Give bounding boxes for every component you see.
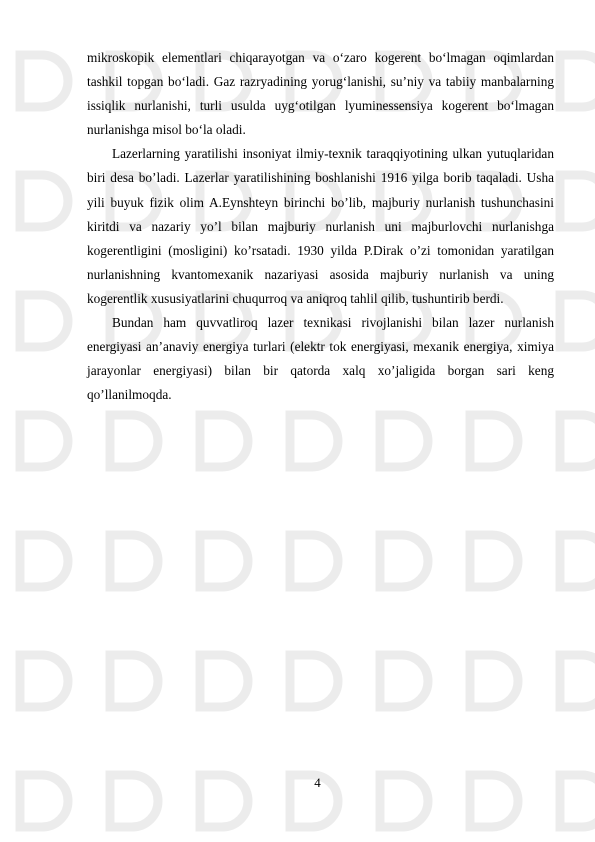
watermark-glyph (200, 415, 248, 467)
watermark-glyph (290, 415, 338, 467)
watermark-glyph (560, 535, 595, 587)
watermark-glyph (20, 175, 68, 227)
paragraph-1: mikroskopik elementlari chiqarayotgan va o‘zaro kogerent bo‘lmagan oqimlardan tashkil topgan bo‘ladi. Gaz razryadining yorug‘lanishi, su’niy va tabiiy manbalarning issiqlik nurlanishi, turli usulda uyg‘otilgan lyuminessensiya kogerent bo‘lmagan nurlanishga misol bo‘la oladi. (87, 50, 554, 138)
watermark-glyph (470, 415, 518, 467)
watermark-glyph (110, 415, 158, 467)
watermark-glyph (560, 655, 595, 707)
watermark-glyph (20, 415, 68, 467)
watermark-glyph (560, 55, 595, 107)
watermark-glyph (380, 655, 428, 707)
document-body (87, 46, 554, 407)
watermark-glyph (290, 535, 338, 587)
page-number: 4 (314, 775, 321, 790)
watermark-glyph (560, 175, 595, 227)
watermark-glyph (110, 535, 158, 587)
watermark-glyph (20, 295, 68, 347)
watermark-glyph (380, 415, 428, 467)
watermark-glyph (200, 535, 248, 587)
watermark-glyph (380, 535, 428, 587)
watermark-glyph (290, 655, 338, 707)
watermark-glyph (200, 655, 248, 707)
watermark-glyph (470, 535, 518, 587)
paragraph-2: Lazerlarning yaratilishi insoniyat ilmiy-texnik taraqqiyotining ulkan yutuqlaridan biri desa bo’ladi. Lazerlar yaratilishining boshlanishi 1916 yilga borib taqaladi. Usha yili buyuk fizik olim A.Eynshteyn birinchi bo’lib, majburiy nurlanish tushunchasini kiritdi va nazariy yo’l bilan majburiy nurlanish uni majburlovchi nurlanishga kogerentligini (mosligini) ko’rsatadi. 1930 yilda P.Dirak o’zi tomonidan yaratilgan nurlanishning kvantomexanik nazariyasi asosida majburiy nurlanish va uning kogerentlik xususiyatlarini chuqurroq va aniqroq tahlil qilib, tushuntirib berdi. (87, 146, 554, 306)
watermark-glyph (20, 55, 68, 107)
watermark-glyph (560, 415, 595, 467)
watermark-glyph (110, 655, 158, 707)
watermark-glyph (20, 535, 68, 587)
watermark-glyph (20, 655, 68, 707)
watermark-glyph (560, 295, 595, 347)
paragraph-3: Bundan ham quvvatliroq lazer texnikasi rivojlanishi bilan lazer nurlanish energiyasi an’anaviy energiya turlari (elektr tok energiyasi, mexanik energiya, ximiya jarayonlar energiyasi) bilan bir qatorda xalq xo’jaligida borgan sari keng qo’llanilmoqda. (87, 315, 554, 403)
watermark-glyph (470, 655, 518, 707)
